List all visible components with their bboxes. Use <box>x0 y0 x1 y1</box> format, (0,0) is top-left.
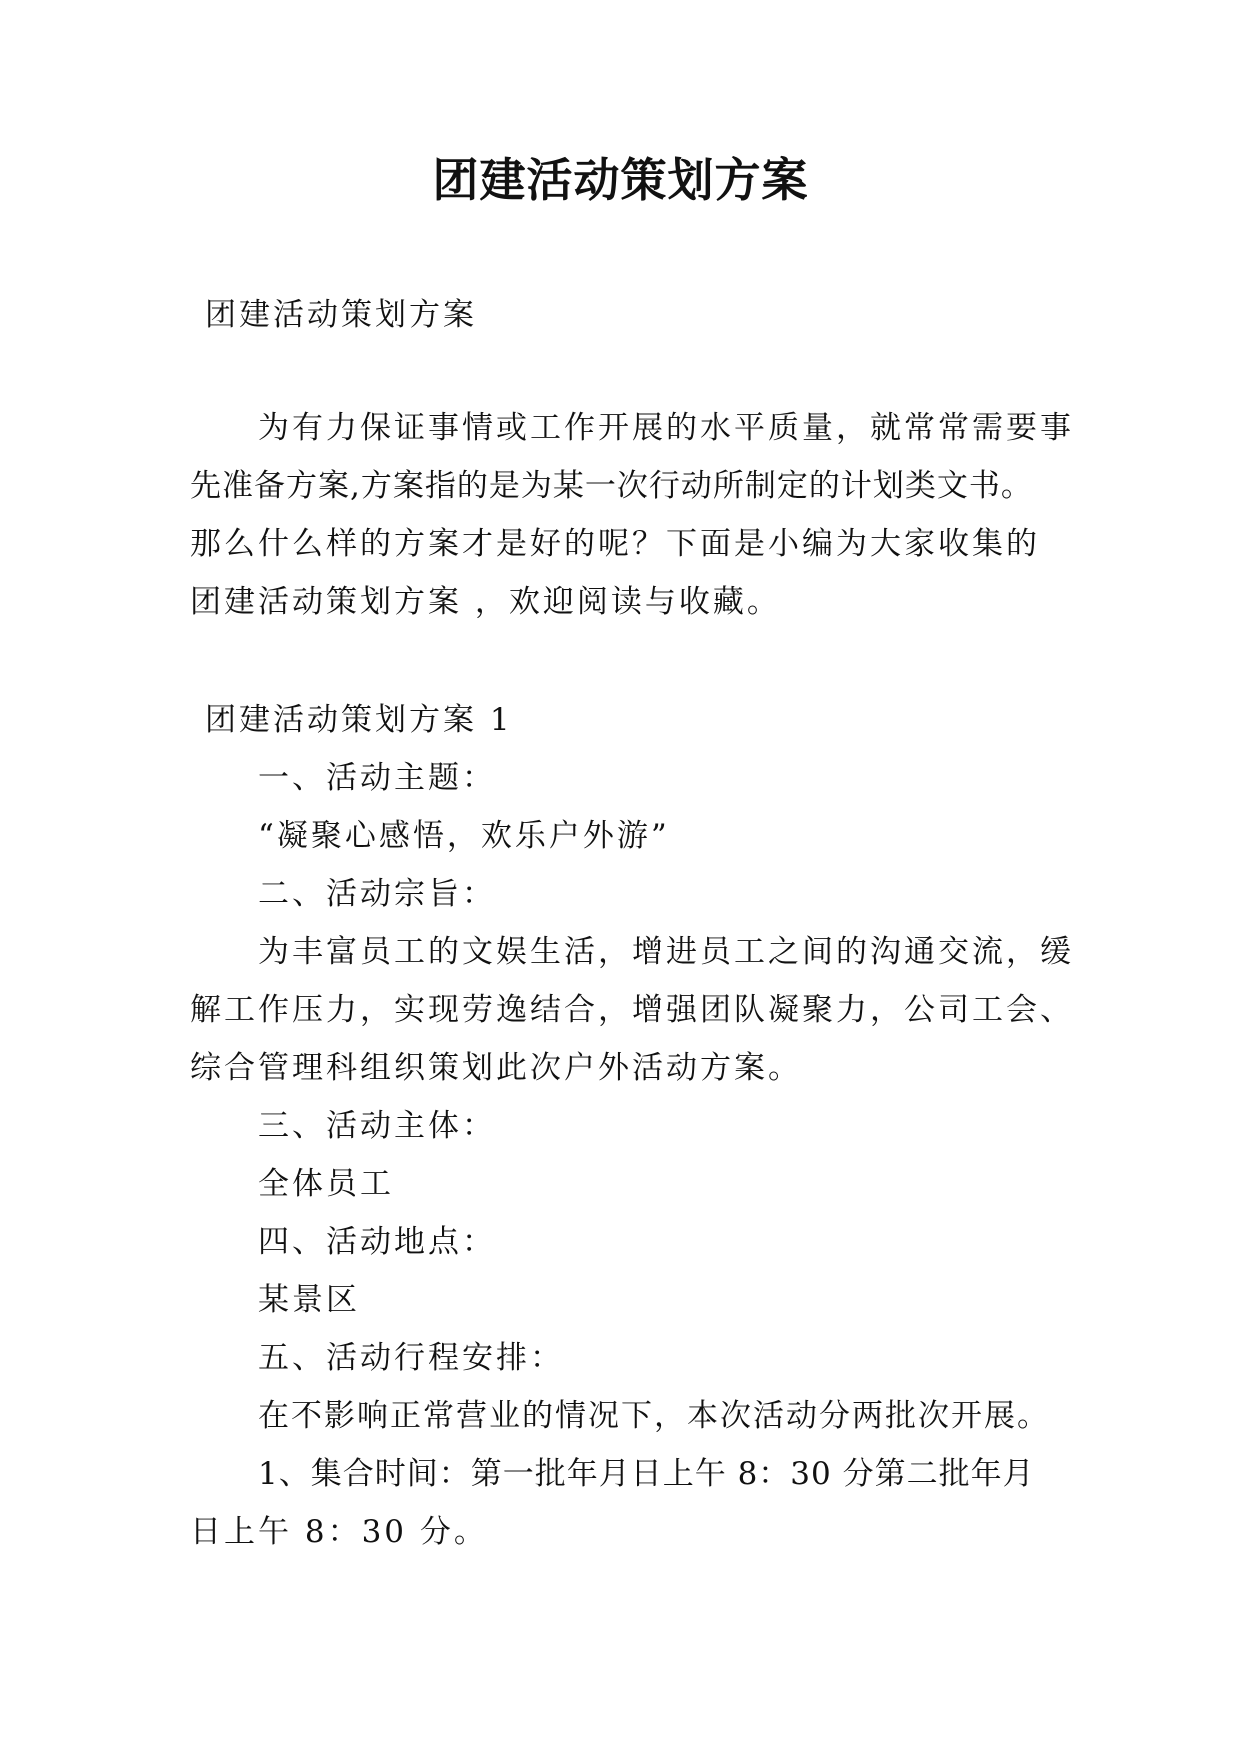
intro-line-2: 先准备方案,方案指的是为某一次行动所制定的计划类文书。 <box>190 468 1033 504</box>
gather-line-1: 1、集合时间：第一批年月日上午 8：30 分第二批年月 <box>258 1456 1035 1492</box>
document-subtitle: 团建活动策划方案 <box>205 297 477 333</box>
purpose-line-3: 综合管理科组织策划此次户外活动方案。 <box>190 1050 802 1086</box>
schedule-heading: 五、活动行程安排： <box>258 1340 564 1376</box>
purpose-line-1: 为丰富员工的文娱生活，增进员工之间的沟通交流，缓 <box>258 934 1074 970</box>
gather-line-2: 日上午 8：30 分。 <box>190 1514 488 1550</box>
intro-line-1: 为有力保证事情或工作开展的水平质量，就常常需要事 <box>258 410 1074 446</box>
subject-heading: 三、活动主体： <box>258 1108 496 1144</box>
location-text: 某景区 <box>258 1282 360 1318</box>
location-heading: 四、活动地点： <box>258 1224 496 1260</box>
section-heading: 团建活动策划方案 1 <box>205 702 513 738</box>
page-title: 团建活动策划方案 <box>432 153 809 207</box>
intro-line-4: 团建活动策划方案 ，欢迎阅读与收藏。 <box>190 584 781 620</box>
theme-heading: 一、活动主题： <box>258 760 496 796</box>
intro-line-3: 那么什么样的方案才是好的呢？下面是小编为大家收集的 <box>190 526 1040 562</box>
theme-text: “凝聚心感悟，欢乐户外游” <box>258 818 670 854</box>
subject-text: 全体员工 <box>258 1166 394 1202</box>
schedule-text: 在不影响正常营业的情况下，本次活动分两批次开展。 <box>258 1398 1050 1434</box>
purpose-line-2: 解工作压力，实现劳逸结合，增强团队凝聚力，公司工会、 <box>190 992 1074 1028</box>
purpose-heading: 二、活动宗旨： <box>258 876 496 912</box>
